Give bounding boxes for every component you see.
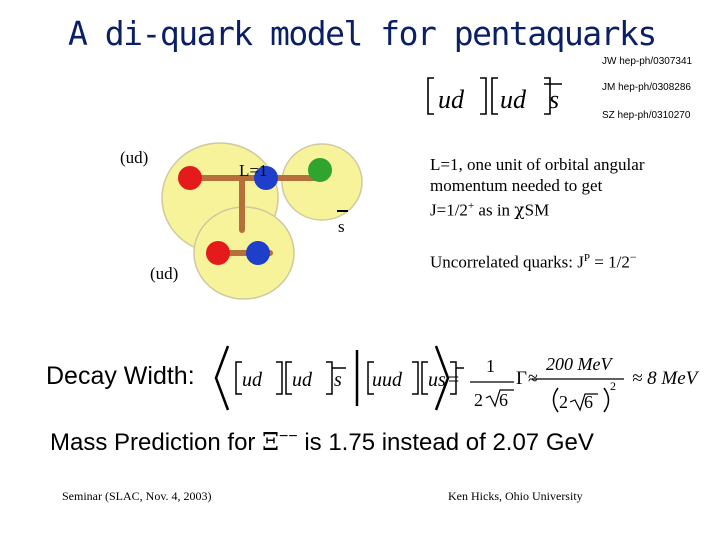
- width-numerator: 200 MeV: [546, 354, 612, 374]
- footer-seminar: Seminar (SLAC, Nov. 4, 2003): [62, 489, 212, 503]
- decay-uud: uud: [372, 369, 402, 391]
- orbital-note: [430, 154, 644, 222]
- decay-ud-1: ud: [242, 369, 262, 391]
- top-formula-ud-1: ud: [438, 85, 464, 114]
- decay-width-label: Decay Width:: [46, 362, 195, 390]
- width-denominator-6: 6: [584, 392, 593, 412]
- decay-result: ≈ 8 MeV: [632, 368, 698, 389]
- quark-red-bottom: [206, 241, 230, 265]
- xi-charge: −−: [278, 428, 298, 445]
- top-formula-ud-2: ud: [500, 85, 526, 114]
- reference-jw: JW hep-ph/0307341: [602, 56, 693, 67]
- frac-numerator: 1: [486, 356, 495, 376]
- footer-author: Ken Hicks, Ohio University: [448, 489, 583, 503]
- top-formula: [424, 72, 564, 120]
- orbital-note-line1: L=1, one unit of orbital angular: [430, 155, 645, 174]
- decay-equals: =: [448, 369, 460, 391]
- decay-ud-2: ud: [292, 369, 312, 391]
- antiquark-green: [308, 158, 332, 182]
- orbital-note-line2: momentum needed to get: [430, 176, 603, 195]
- slide-title: A di-quark model for pentaquarks: [68, 14, 656, 53]
- width-denominator-2: 2: [559, 392, 568, 412]
- diquark-label-bottom: (ud): [150, 264, 179, 283]
- orbital-note-line3: J=1/2+ as in χSM: [430, 200, 550, 221]
- antiquark-blob: [282, 144, 362, 220]
- antiquark-label: s: [338, 217, 345, 236]
- frac-denominator-6: 6: [499, 390, 508, 410]
- diquark-label-top: (ud): [120, 148, 149, 167]
- approx-symbol: ≈: [528, 368, 538, 388]
- decay-us-bar: us: [428, 369, 446, 391]
- reference-sz: SZ hep-ph/0310270: [602, 110, 691, 121]
- mass-prediction: Mass Prediction for Ξ−− is 1.75 instead of 2.07 GeV: [50, 428, 594, 456]
- quark-blue-bottom: [246, 241, 270, 265]
- gamma-symbol: Γ: [516, 368, 527, 389]
- width-denominator-exponent: 2: [610, 379, 616, 393]
- quark-red-top: [178, 166, 202, 190]
- reference-jm: JM hep-ph/0308286: [602, 82, 691, 93]
- decay-s-bar: s: [334, 369, 342, 391]
- top-formula-s-bar: s: [549, 85, 560, 114]
- orbital-label: L=1: [239, 161, 268, 180]
- decay-formula: [212, 342, 717, 414]
- frac-denominator-2: 2: [474, 390, 483, 410]
- uncorrelated-note: Uncorrelated quarks: $J^P = 1/2^-$: [430, 250, 637, 272]
- xi-symbol: Ξ: [262, 428, 279, 456]
